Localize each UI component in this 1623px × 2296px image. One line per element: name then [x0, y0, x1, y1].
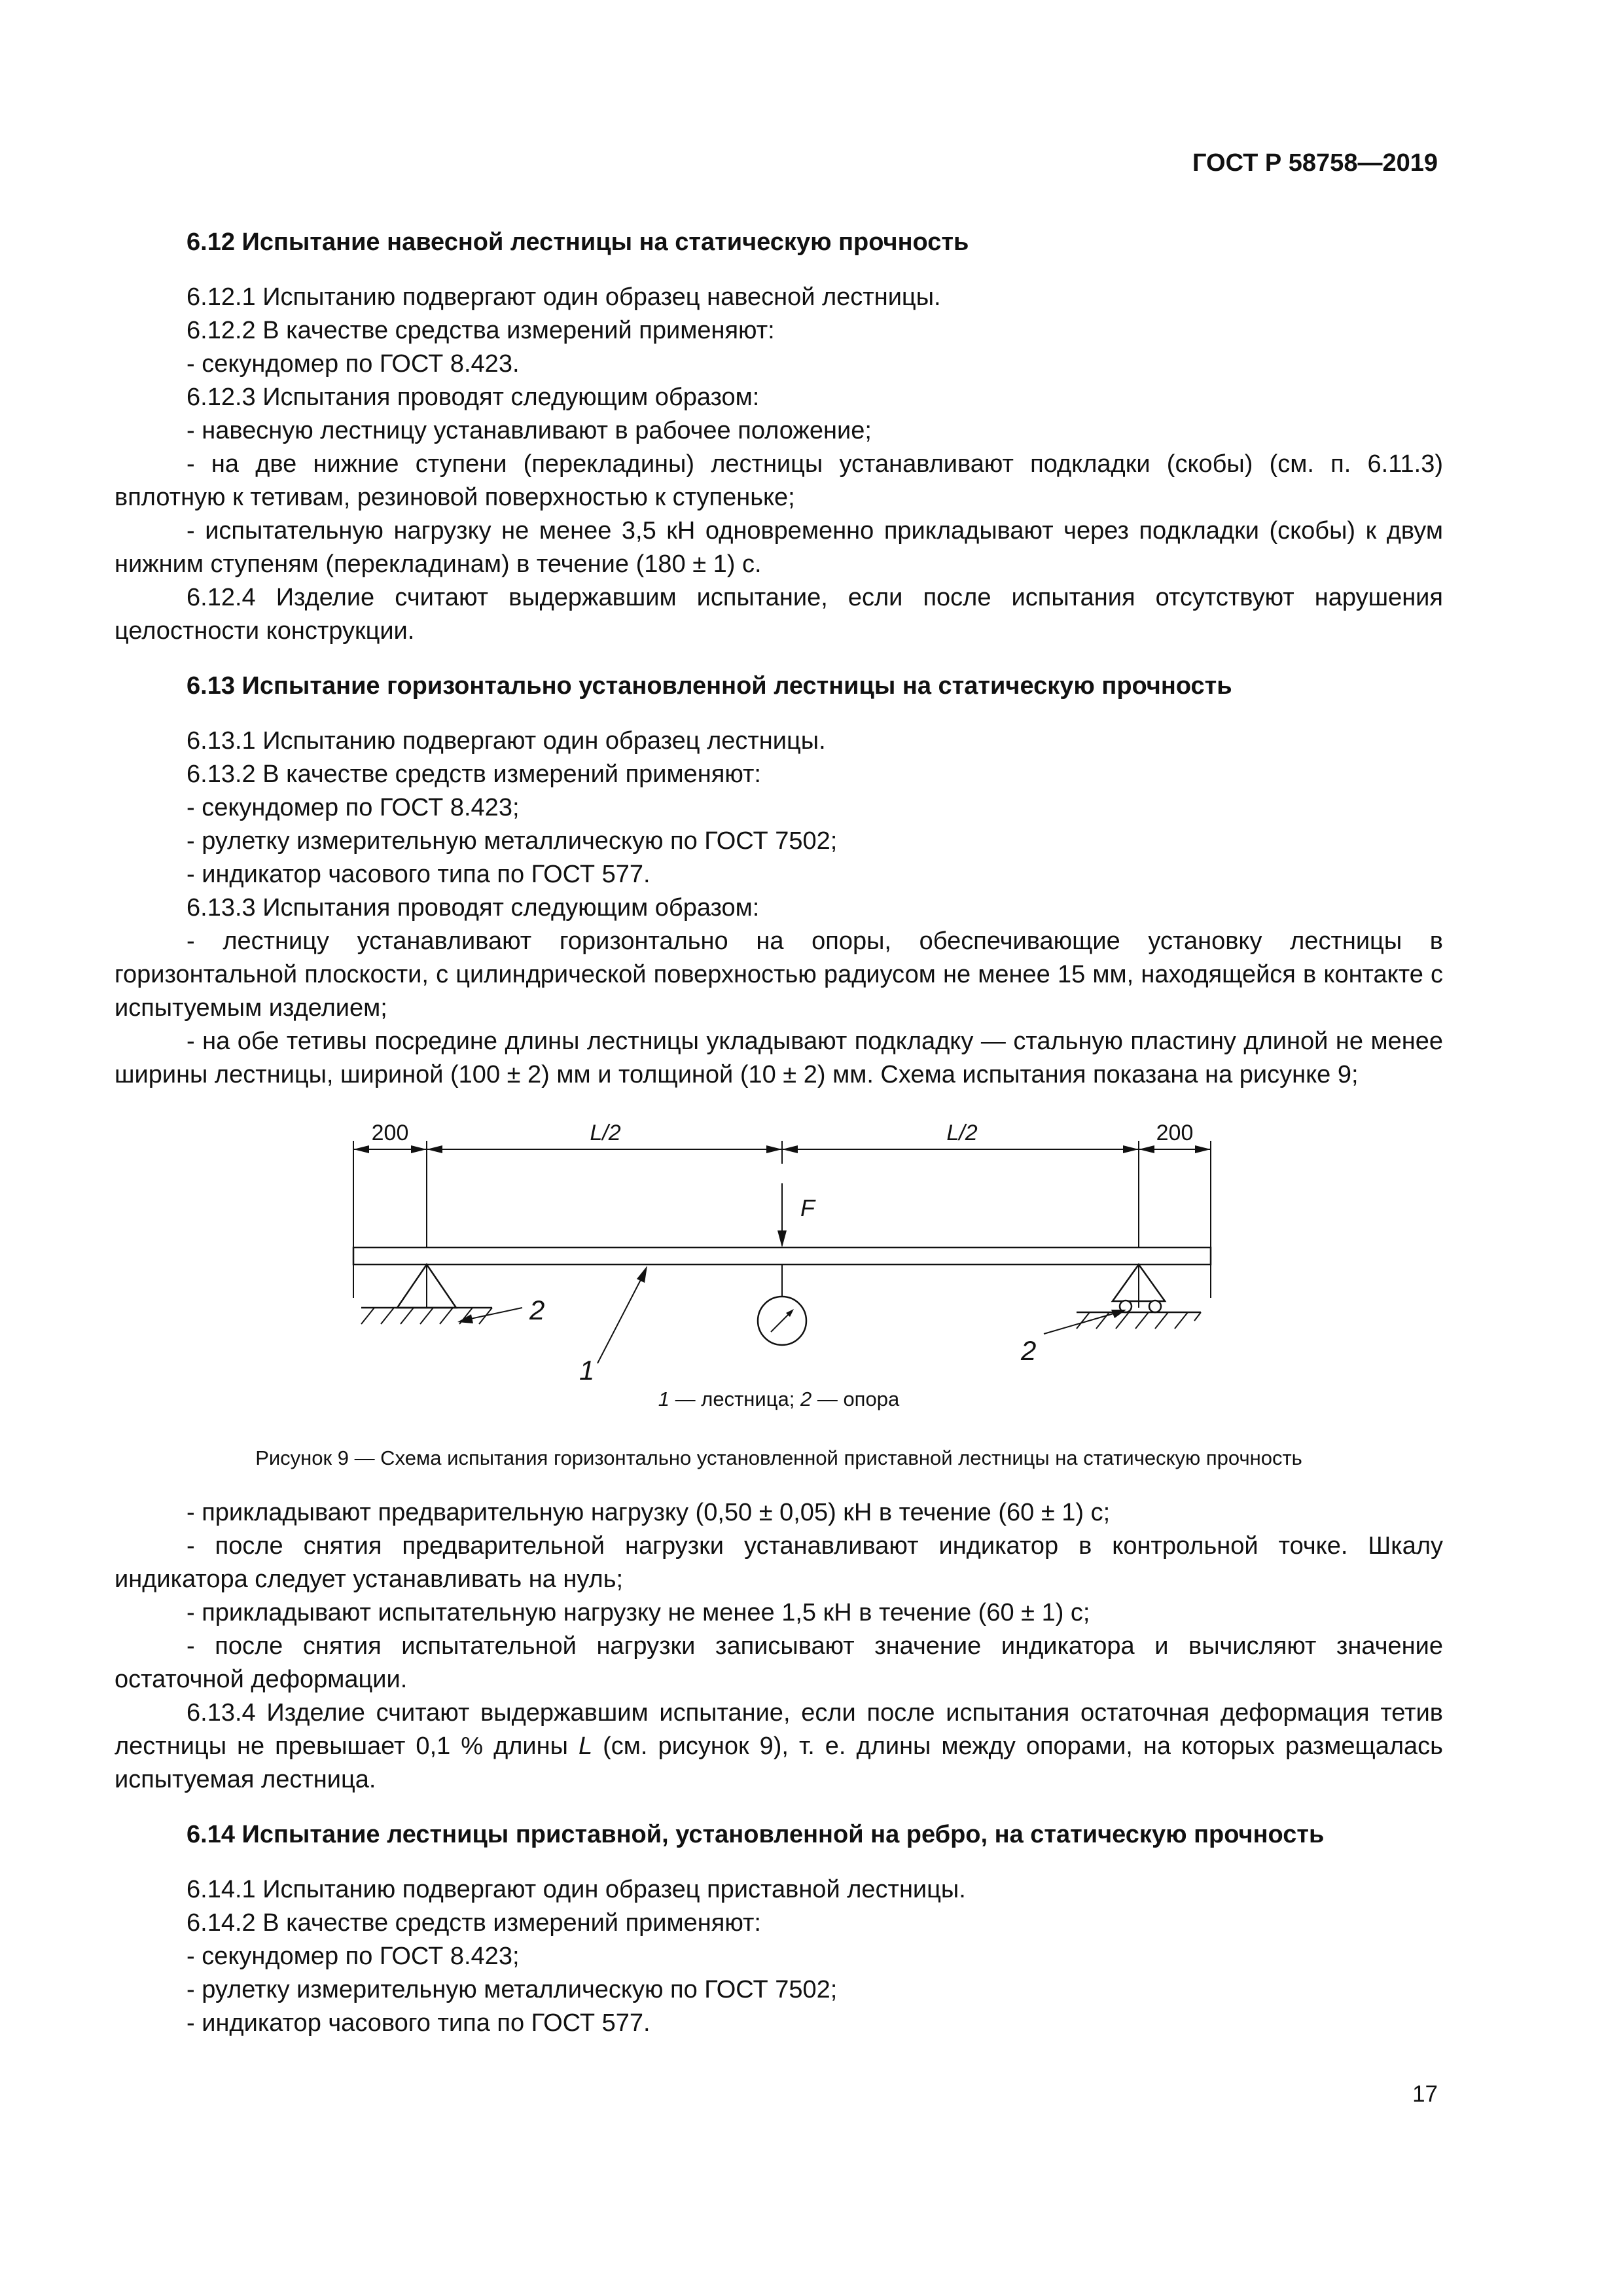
list-item: - после снятия предварительной нагрузки устанавливают индикатор в контрольной точке. Шкалу индикатора следует устанавливать на нуль; [115, 1532, 1443, 1593]
paragraph-text: 6.13.4 Изделие считают выдержавшим испытание, если после испытания остаточная деформация тетив лестницы не превышает 0,1 % длины [115, 1699, 1443, 1760]
paragraph: 6.13.2 В качестве средств измерений применяют: [187, 761, 761, 788]
page-number: 17 [1412, 2081, 1438, 2107]
dimension-label-half-left: L/2 [590, 1121, 621, 1145]
paragraph: 6.13.1 Испытанию подвергают один образец лестницы. [187, 727, 826, 755]
legend-text: — опора [812, 1388, 900, 1410]
list-item: - на обе тетивы посредине длины лестницы укладывают подкладку — стальную пластину длиной не менее ширины лестницы, шириной (100 ± 2) мм и толщиной (10 ± 2) мм. Схема испытания показана на рисунке 9; [115, 1028, 1443, 1088]
list-item: - индикатор часового типа по ГОСТ 577. [187, 2009, 651, 2037]
list-item: - лестницу устанавливают горизонтально на опоры, обеспечивающие установку лестницы в горизонтальной плоскости, с цилиндрической поверхностью радиусом не менее 15 мм, находящейся в контакте с испытуемым изделием; [115, 927, 1443, 1022]
list-item: - секундомер по ГОСТ 8.423; [187, 1943, 520, 1970]
label-1: 1 [579, 1355, 595, 1380]
list-item: - прикладывают предварительную нагрузку (0,50 ± 0,05) кН в течение (60 ± 1) с; [187, 1499, 1111, 1526]
paragraph-text: (см. рисунок 9), т. е. длины между опорами, на которых размещалась испытуемая лестница. [115, 1732, 1443, 1793]
paragraph: 6.13.3 Испытания проводят следующим образом: [187, 894, 760, 922]
legend-number: 2 [800, 1388, 812, 1410]
list-item: - секундомер по ГОСТ 8.423. [187, 350, 520, 378]
list-item: - секундомер по ГОСТ 8.423; [187, 794, 520, 821]
section-6-14-heading: 6.14 Испытание лестницы приставной, установленной на ребро, на статическую прочность [187, 1821, 1325, 1848]
leader-line-1 [597, 1270, 646, 1363]
paragraph: 6.14.1 Испытанию подвергают один образец приставной лестницы. [187, 1876, 966, 1903]
list-item: - прикладывают испытательную нагрузку не менее 1,5 кН в течение (60 ± 1) с; [187, 1599, 1090, 1626]
list-item: - на две нижние ступени (перекладины) лестницы устанавливают подкладки (скобы) (см. п. 6.11.3) вплотную к тетивам, резиновой поверхностью к ступеньке; [115, 450, 1443, 511]
list-item: - испытательную нагрузку не менее 3,5 кН одновременно прикладывают через подкладки (скобы) к двум нижним ступеням (перекладинам) в течение (180 ± 1) с. [115, 517, 1443, 578]
right-ground-hatching [1077, 1312, 1201, 1329]
standard-designation: ГОСТ Р 58758—2019 [1192, 149, 1438, 177]
length-symbol: L [578, 1732, 593, 1760]
test-scheme-drawing [115, 1111, 1443, 1380]
label-2-right: 2 [1021, 1335, 1037, 1366]
leader-arrow-1 [637, 1266, 647, 1283]
figure-legend [115, 1386, 1443, 1412]
paragraph: 6.12.4 Изделие считают выдержавшим испытание, если после испытания отсутствуют нарушения целостности конструкции. [115, 584, 1443, 645]
list-item: - навесную лестницу устанавливают в рабочее положение; [187, 417, 872, 444]
list-item: - после снятия испытательной нагрузки записывают значение индикатора и вычисляют значение остаточной деформации. [115, 1632, 1443, 1693]
dimension-label-right: 200 [1156, 1121, 1194, 1145]
leader-arrow-2-left [457, 1314, 473, 1323]
paragraph: 6.12.3 Испытания проводят следующим образом: [187, 384, 760, 411]
section-6-12-heading: 6.12 Испытание навесной лестницы на статическую прочность [187, 228, 969, 256]
legend-number: 1 [658, 1388, 670, 1410]
figure-caption: Рисунок 9 — Схема испытания горизонтально установленной приставной лестницы на статическую прочность [255, 1446, 1302, 1469]
figure-9-diagram [115, 1111, 1443, 1380]
page-content [115, 226, 1443, 2040]
list-item: - рулетку измерительную металлическую по ГОСТ 7502; [187, 1976, 838, 2003]
legend-text: — лестница; [669, 1388, 800, 1410]
leader-arrow-2-right [1111, 1310, 1126, 1318]
label-2-left: 2 [529, 1295, 545, 1325]
roller [1149, 1300, 1161, 1312]
section-6-13-heading: 6.13 Испытание горизонтально установленной лестницы на статическую прочность [187, 672, 1232, 700]
dimension-label-left: 200 [371, 1121, 409, 1145]
list-item: - рулетку измерительную металлическую по ГОСТ 7502; [187, 827, 838, 855]
paragraph: 6.12.2 В качестве средства измерений применяют: [187, 317, 775, 344]
force-label: F [800, 1194, 815, 1221]
dimension-label-half-right: L/2 [946, 1121, 978, 1145]
paragraph [115, 1696, 1443, 1797]
ladder-beam [353, 1247, 1211, 1265]
leader-line-2-right [1044, 1311, 1122, 1334]
paragraph: 6.14.2 В качестве средств измерений применяют: [187, 1909, 761, 1937]
paragraph: 6.12.1 Испытанию подвергают один образец навесной лестницы. [187, 283, 941, 311]
list-item: - индикатор часового типа по ГОСТ 577. [187, 861, 651, 888]
force-arrow-head [777, 1230, 787, 1247]
